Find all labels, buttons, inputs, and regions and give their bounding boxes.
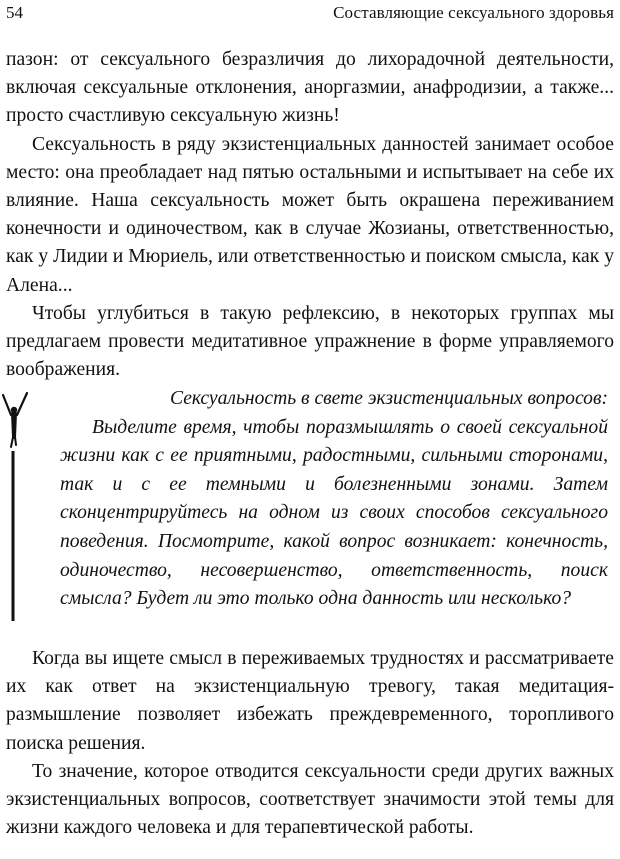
paragraph: Когда вы ищете смысл в переживаемых трудностях и рассматриваете их как ответ на экзистенциальную тревогу, такая медитация-размышление позволяет избежать преждевременного, торопливого поиска решения. (6, 648, 614, 754)
paragraph: пазон: от сексуального безразличия до лихорадочной деятельности, включая сексуальные отклонения, аноргазмии, анафродизии, а также... просто счастливую сексуальную жизнь! (6, 49, 614, 127)
paragraph: Сексуальность в ряду экзистенциальных данностей занимает особое место: она преобладает над пятью остальными и испытывает на себе их влияние. Наша сексуальность может быть окрашена переживанием конечности и одиночеством, как в случае Жозианы, ответственностью, как у Лидии и Мюриель, или ответственностью и поиском смысла, как у Алена... (6, 133, 614, 296)
meditation-exercise-box (0, 385, 620, 625)
meditating-figure-icon (0, 385, 34, 625)
paragraph: То значение, которое отводится сексуальности среди других важных экзистенциальных вопросов, соответствует значимости этой темы для жизни каждого человека и для терапевтической работы. (6, 760, 614, 839)
meditation-instructions: Выделите время, чтобы поразмышлять о своей сексуальной жизни как с ее приятными, радостными, сильными сторонами, так и с ее темными и болезненными зонами. Затем сконцентрируйтесь на одном из своих способов сексуального поведения. Посмотрите, какой вопрос возникает: конечность, одиночество, несовершенство, ответственность, поиск смысла? Будет ли это только одна данность или несколько? (60, 416, 608, 610)
meditation-text (60, 385, 608, 614)
text-block-top (6, 46, 614, 384)
paragraph: Чтобы углубиться в такую рефлексию, в некоторых группах мы предлагаем провести медитативное упражнение в форме управляемого воображения. (6, 302, 614, 381)
meditation-title: Сексуальность в свете экзистенциальных вопросов: (170, 388, 608, 409)
page-number: 54 (6, 3, 23, 22)
text-block-bottom (6, 645, 614, 842)
running-title: Составляющие сексуального здоровья (333, 3, 614, 22)
page-header (6, 2, 614, 24)
